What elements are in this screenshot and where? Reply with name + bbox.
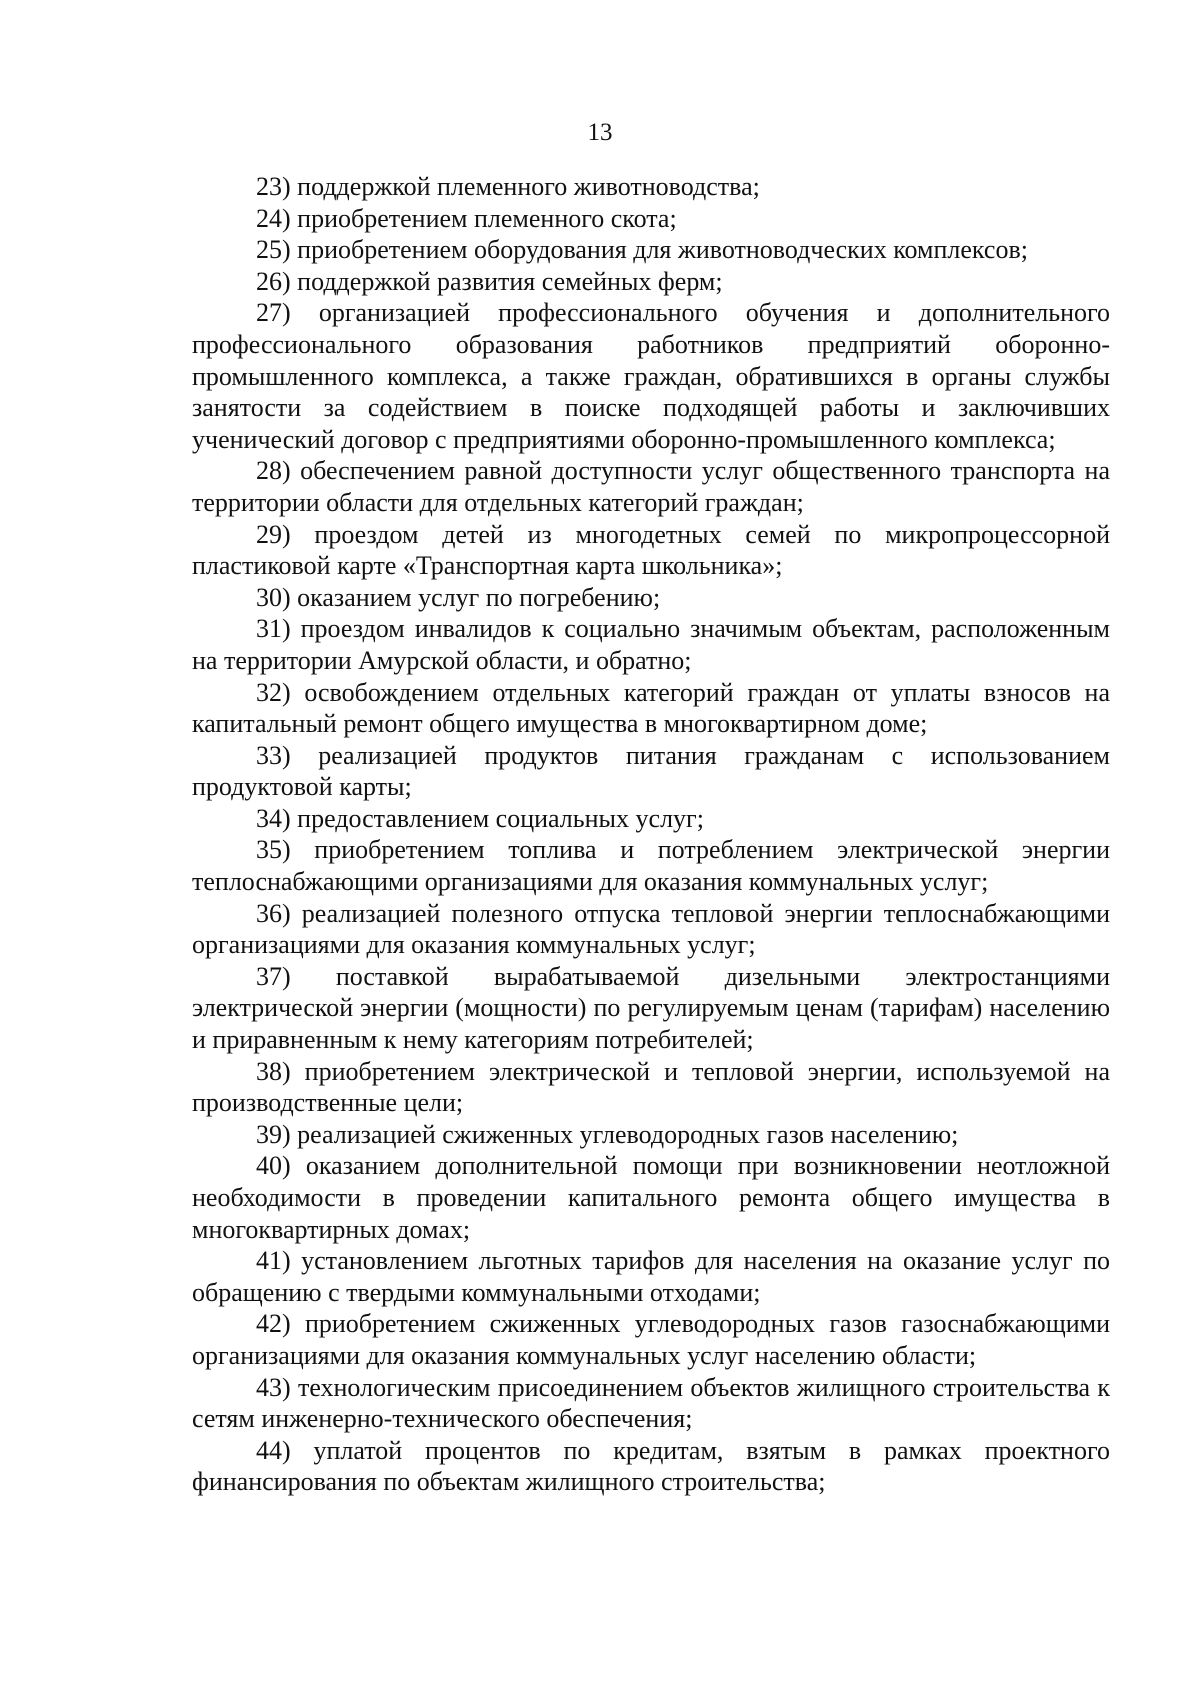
list-item: 41) установлением льготных тарифов для населения на оказание услуг по обращению с твердыми коммунальными отходами;: [192, 1246, 1110, 1307]
page-number: 13: [587, 119, 613, 146]
list-item: 42) приобретением сжиженных углеводородных газов газоснабжающими организациями для оказания коммунальных услуг населению области;: [192, 1309, 1110, 1370]
list-item: 24) приобретением племенного скота;: [256, 203, 677, 233]
list-item: 29) проездом детей из многодетных семей по микропроцессорной пластиковой карте «Транспортная карта школьника»;: [192, 519, 1110, 581]
list-item: 28) обеспечением равной доступности услуг общественного транспорта на территории области для отдельных категорий граждан;: [192, 456, 1110, 517]
list-item: 26) поддержкой развития семейных ферм;: [256, 266, 723, 296]
list-item: 25) приобретением оборудования для животноводческих комплексов;: [256, 235, 1028, 265]
list-body: [192, 171, 1110, 1498]
list-item: 31) проездом инвалидов к социально значимым объектам, расположенным на территории Амурской области, и обратно;: [192, 614, 1110, 675]
list-item: 33) реализацией продуктов питания гражданам с использованием продуктовой карты;: [192, 740, 1110, 802]
list-item: 40) оказанием дополнительной помощи при возникновении неотложной необходимости в проведении капитального ремонта общего имущества в многоквартирных домах;: [192, 1151, 1110, 1244]
list-item: 39) реализацией сжиженных углеводородных газов населению;: [256, 1119, 959, 1149]
list-item: 35) приобретением топлива и потреблением электрической энергии теплоснабжающими организациями для оказания коммунальных услуг;: [192, 835, 1110, 897]
list-item: 43) технологическим присоединением объектов жилищного строительства к сетям инженерно-технического обеспечения;: [192, 1372, 1110, 1434]
list-item: 32) освобождением отдельных категорий граждан от уплаты взносов на капитальный ремонт общего имущества в многоквартирном доме;: [192, 677, 1110, 739]
list-item: 36) реализацией полезного отпуска тепловой энергии теплоснабжающими организациями для оказания коммунальных услуг;: [192, 898, 1110, 960]
list-item: 34) предоставлением социальных услуг;: [256, 803, 704, 833]
list-item: 38) приобретением электрической и тепловой энергии, используемой на производственные цели;: [192, 1056, 1110, 1118]
list-item: 44) уплатой процентов по кредитам, взятым в рамках проектного финансирования по объектам жилищного строительства;: [192, 1435, 1110, 1497]
list-item: 30) оказанием услуг по погребению;: [256, 582, 661, 612]
list-item: 37) поставкой вырабатываемой дизельными электростанциями электрической энергии (мощности) по регулируемым ценам (тарифам) населению и приравненным к нему категориям потребителей;: [192, 961, 1110, 1055]
list-item: 23) поддержкой племенного животноводства;: [256, 172, 760, 201]
list-item: 27) организацией профессионального обучения и дополнительного профессионального образования работников предприятий оборонно-промышленного комплекса, а также граждан, обратившихся в органы службы занятости за содействием в поиске подходящей работы и заключивших ученический договор с предприятиями оборонно-промышленного комплекса;: [192, 298, 1110, 454]
